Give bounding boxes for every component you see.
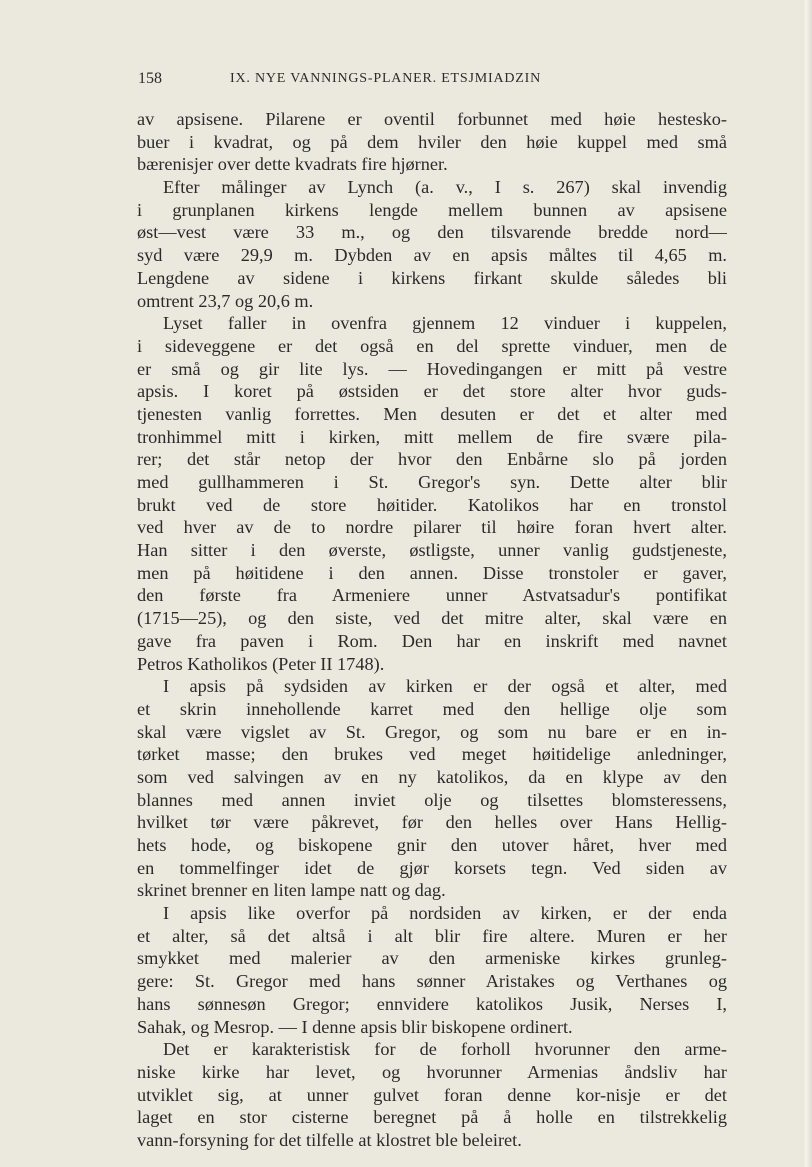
text-line: Efter målinger av Lynch (a. v., I s. 267) skal invendig	[163, 177, 727, 198]
text-line: syd være 29,9 m. Dybden av en apsis måltes til 4,65 m.	[137, 245, 727, 266]
text-line: gave fra paven i Rom. Den har en inskrift med navnet	[137, 630, 727, 651]
text-line: (1715—25), og den siste, ved det mitre alter, skal være en	[137, 608, 727, 629]
text-line: Lengdene av sidene i kirkens firkant skulde således bli	[137, 267, 727, 288]
text-line: skal være vigslet av St. Gregor, og som nu bare er en in-	[137, 721, 727, 742]
text-line: tørket masse; den brukes ved meget høitidelige anledninger,	[137, 744, 727, 765]
text-line: i sideveggene er det også en del sprette vinduer, men de	[137, 335, 727, 356]
text-line: er små og gir lite lys. — Hovedingangen er mitt på vestre	[137, 358, 727, 379]
text-line: laget en stor cisterne beregnet på å holle en tilstrekkelig	[137, 1107, 727, 1128]
text-line: bærenisjer over dette kvadrats fire hjørner.	[137, 154, 448, 175]
text-line: ved hver av de to nordre pilarer til høire foran hvert alter.	[137, 517, 727, 538]
text-line: apsis. I koret på østsiden er det store alter hvor guds-	[137, 381, 727, 402]
text-line: blannes med annen inviet olje og tilsettes blomsteressens,	[137, 789, 727, 810]
text-line: gere: St. Gregor med hans sønner Aristakes og Verthanes og	[137, 971, 727, 992]
text-line: i grunplanen kirkens lengde mellem bunnen av apsisene	[137, 199, 727, 220]
text-line: et alter, så det altså i alt blir fire altere. Muren er her	[137, 925, 727, 946]
text-line: Petros Katholikos (Peter II 1748).	[137, 653, 385, 674]
text-line: I apsis på sydsiden av kirken er der også et alter, med	[163, 676, 727, 697]
text-line: utviklet sig, at unner gulvet foran denne kor-nisje er det	[137, 1084, 727, 1105]
text-line: den første fra Armeniere unner Astvatsadur's pontifikat	[137, 585, 727, 606]
text-line: brukt ved de store høitider. Katolikos har en tronstol	[137, 494, 727, 515]
text-line: øst—vest være 33 m., og den tilsvarende bredde nord—	[137, 222, 727, 243]
text-line: hans sønnesøn Gregor; ennvidere katolikos Jusik, Nerses I,	[137, 993, 727, 1014]
text-line: Det er karakteristisk for de forholl hvorunner den arme-	[163, 1039, 727, 1060]
body-text	[137, 108, 727, 1152]
text-line: med gullhammeren i St. Gregor's syn. Dette alter blir	[137, 472, 727, 492]
text-line: hvilket tør være påkrevet, før den helles over Hans Hellig-	[137, 812, 727, 833]
text-line: skrinet brenner en liten lampe natt og dag.	[137, 880, 446, 901]
text-line: buer i kvadrat, og på dem hviler den høie kuppel med små	[137, 131, 727, 152]
running-head: IX. NYE VANNINGS-PLANER. ETSJMIADZIN	[230, 71, 542, 86]
text-line: rer; det står netop der hvor den Enbårne slo på jorden	[137, 449, 727, 470]
text-line: et skrin innehollende karret med den hellige olje som	[137, 698, 727, 719]
text-line: Lyset faller in ovenfra gjennem 12 vinduer i kuppelen,	[163, 313, 727, 334]
text-line: omtrent 23,7 og 20,6 m.	[137, 290, 314, 311]
text-line: hets hode, og biskopene gnir den utover håret, hver med	[137, 835, 727, 855]
text-line: niske kirke har levet, og hvorunner Armenias åndsliv har	[137, 1061, 727, 1082]
text-line: en tommelfinger idet de gjør korsets tegn. Ved siden av	[137, 857, 727, 878]
page-header	[138, 70, 728, 94]
text-line: tjenesten vanlig forrettes. Men desuten er det et alter med	[137, 403, 727, 424]
page-number: 158	[138, 70, 162, 87]
page-edge	[802, 0, 812, 1167]
text-line: I apsis like overfor på nordsiden av kirken, er der enda	[163, 903, 727, 924]
text-line: Han sitter i den øverste, østligste, unner vanlig gudstjeneste,	[137, 540, 727, 561]
text-line: smykket med malerier av den armeniske kirkes grunleg-	[137, 948, 727, 969]
text-line: tronhimmel mitt i kirken, mitt mellem de fire svære pila-	[137, 426, 727, 447]
text-line: vann-forsyning for det tilfelle at klostret ble beleiret.	[137, 1129, 522, 1150]
text-line: av apsisene. Pilarene er oventil forbunnet med høie hestesko-	[137, 109, 727, 129]
text-line: som ved salvingen av en ny katolikos, da en klype av den	[137, 766, 727, 787]
text-line: Sahak, og Mesrop. — I denne apsis blir biskopene ordinert.	[137, 1016, 573, 1037]
text-line: men på høitidene i den annen. Disse tronstoler er gaver,	[137, 562, 727, 583]
